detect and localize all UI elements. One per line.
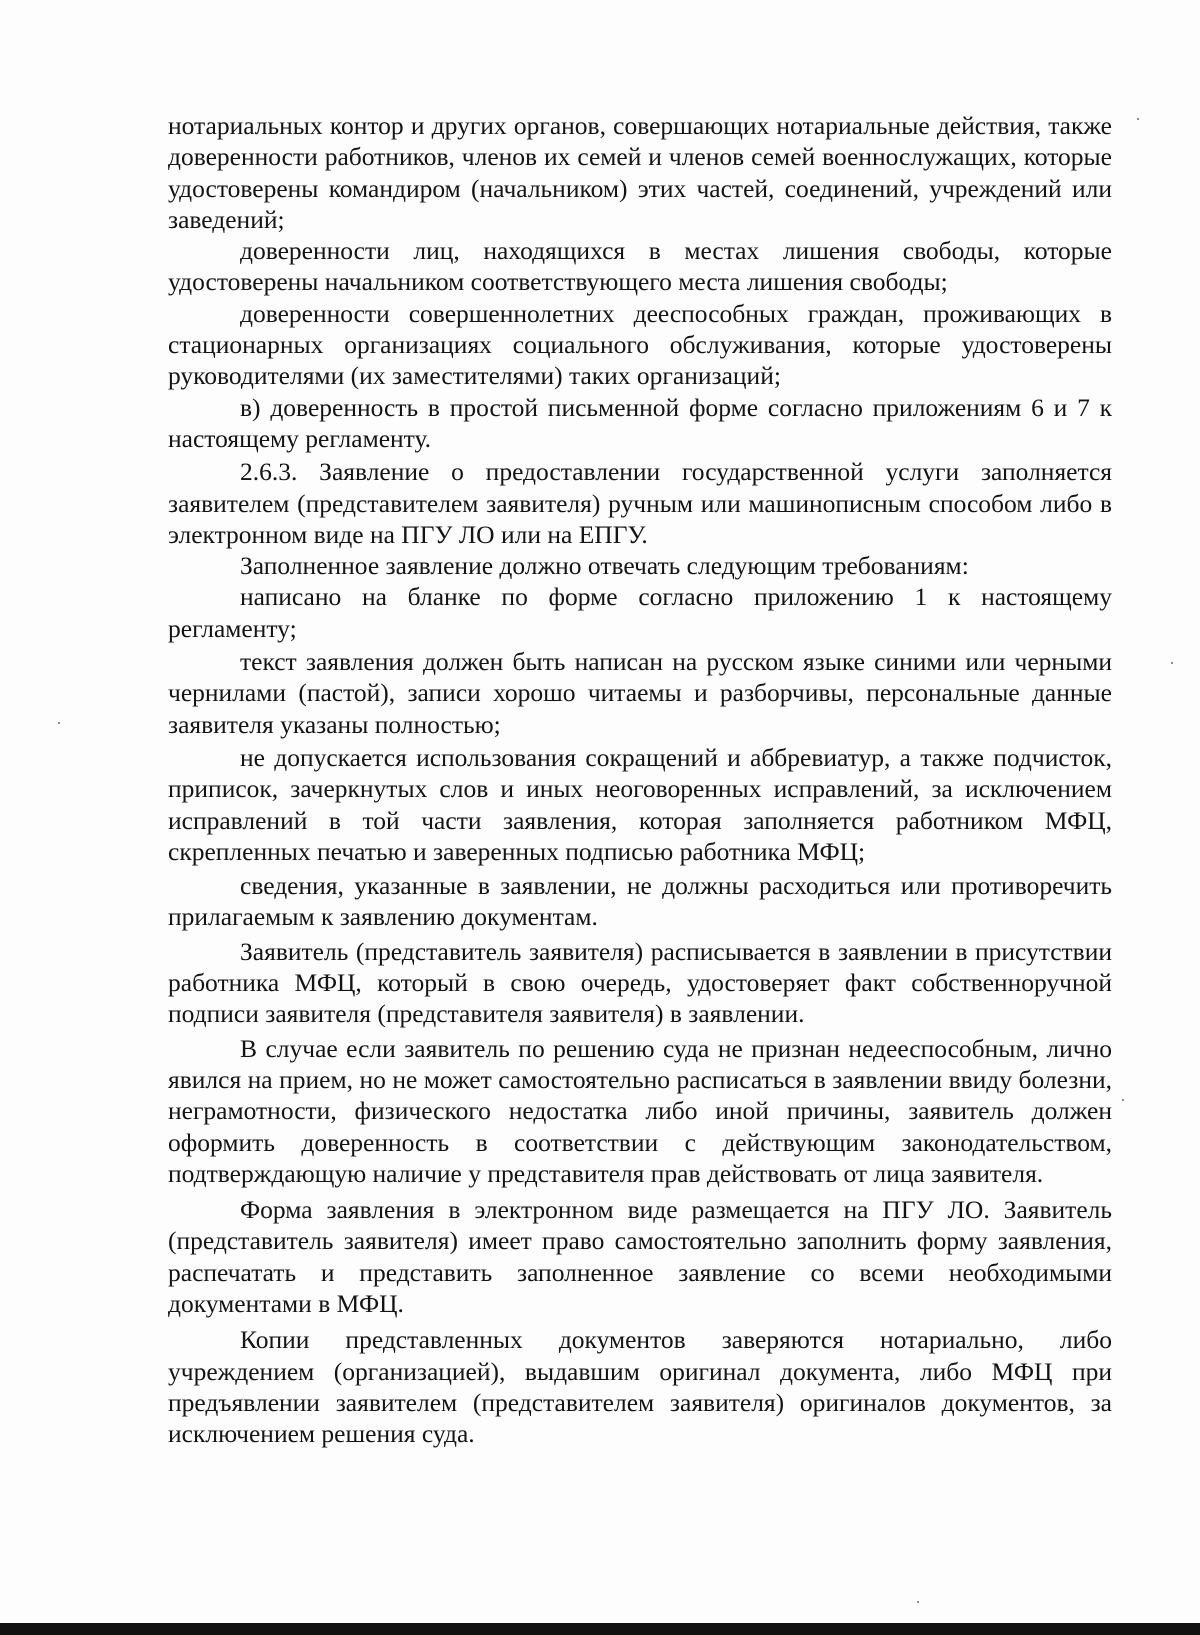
paragraph-simple-written-proxy: в) доверенность в простой письменной форме согласно приложениям 6 и 7 к настоящему регламенту. [168, 392, 1112, 453]
paragraph-requirements-intro: Заполненное заявление должно отвечать следующим требованиям: [240, 551, 969, 581]
paragraph-requirement-form: написано на бланке по форме согласно приложению 1 к настоящему регламенту; [168, 582, 1112, 643]
paragraph-social-care-proxies: доверенности совершеннолетних дееспособных граждан, проживающих в стационарных организациях социального обслуживания, которые удостоверены руководителями (их заместителями) таких организаций; [168, 298, 1112, 391]
scan-speck [1171, 662, 1173, 664]
scan-edge-bar [0, 1623, 1200, 1635]
scan-speck [917, 1601, 919, 1603]
document-body [168, 110, 1112, 1449]
paragraph-requirement-consistency: сведения, указанные в заявлении, не должны расходиться или противоречить прилагаемым к заявлению документам. [168, 871, 1112, 932]
paragraph-requirement-language: текст заявления должен быть написан на русском языке синими или черными чернилами (пастой), записи хорошо читаемы и разборчивы, персональные данные заявителя указаны полностью; [168, 647, 1112, 739]
paragraph-copies-certification: Копии представленных документов заверяются нотариально, либо учреждением (организацией), выдавшим оригинал документа, либо МФЦ при предъявлении заявителем (представителем заявителя) оригиналов документов, за исключением решения суда. [168, 1325, 1112, 1449]
paragraph-electronic-form: Форма заявления в электронном виде размещается на ПГУ ЛО. Заявитель (представитель заявителя) имеет право самостоятельно заполнить форму заявления, распечатать и представить заполненное заявление со всеми необходимыми документами в МФЦ. [168, 1195, 1112, 1318]
scan-speck [58, 722, 60, 724]
scan-speck [1122, 1099, 1124, 1101]
paragraph-detention-proxies: доверенности лиц, находящихся в местах лишения свободы, которые удостоверены начальником соответствующего места лишения свободы; [168, 236, 1112, 297]
paragraph-cannot-sign: В случае если заявитель по решению суда не признан недееспособным, лично явился на прием, но не может самостоятельно расписаться в заявлении ввиду болезни, неграмотности, физического недостатка либо иной причины, заявитель должен оформить доверенность в соответствии с действующим законодательством, подтверждающую наличие у представителя прав действовать от лица заявителя. [168, 1033, 1112, 1188]
scan-speck [1137, 118, 1139, 120]
paragraph-continuation: нотариальных контор и других органов, совершающих нотариальные действия, также доверенности работников, членов их семей и членов семей военнослужащих, которые удостоверены командиром (начальником) этих частей, соединений, учреждений или заведений; [168, 111, 1112, 234]
paragraph-section-2-6-3: 2.6.3. Заявление о предоставлении государственной услуги заполняется заявителем (представителем заявителя) ручным или машинописным способом либо в электронном виде на ПГУ ЛО или на ЕПГУ. [168, 457, 1112, 549]
paragraph-requirement-no-abbreviations: не допускается использования сокращений и аббревиатур, а также подчисток, приписок, зачеркнутых слов и иных неоговоренных исправлений, за исключением исправлений в той части заявления, которая заполняется работником МФЦ, скрепленных печатью и заверенных подписью работника МФЦ; [168, 742, 1112, 866]
paragraph-applicant-signature: Заявитель (представитель заявителя) расписывается в заявлении в присутствии работника МФЦ, который в свою очередь, удостоверяет факт собственноручной подписи заявителя (представителя заявителя) в заявлении. [168, 936, 1112, 1029]
